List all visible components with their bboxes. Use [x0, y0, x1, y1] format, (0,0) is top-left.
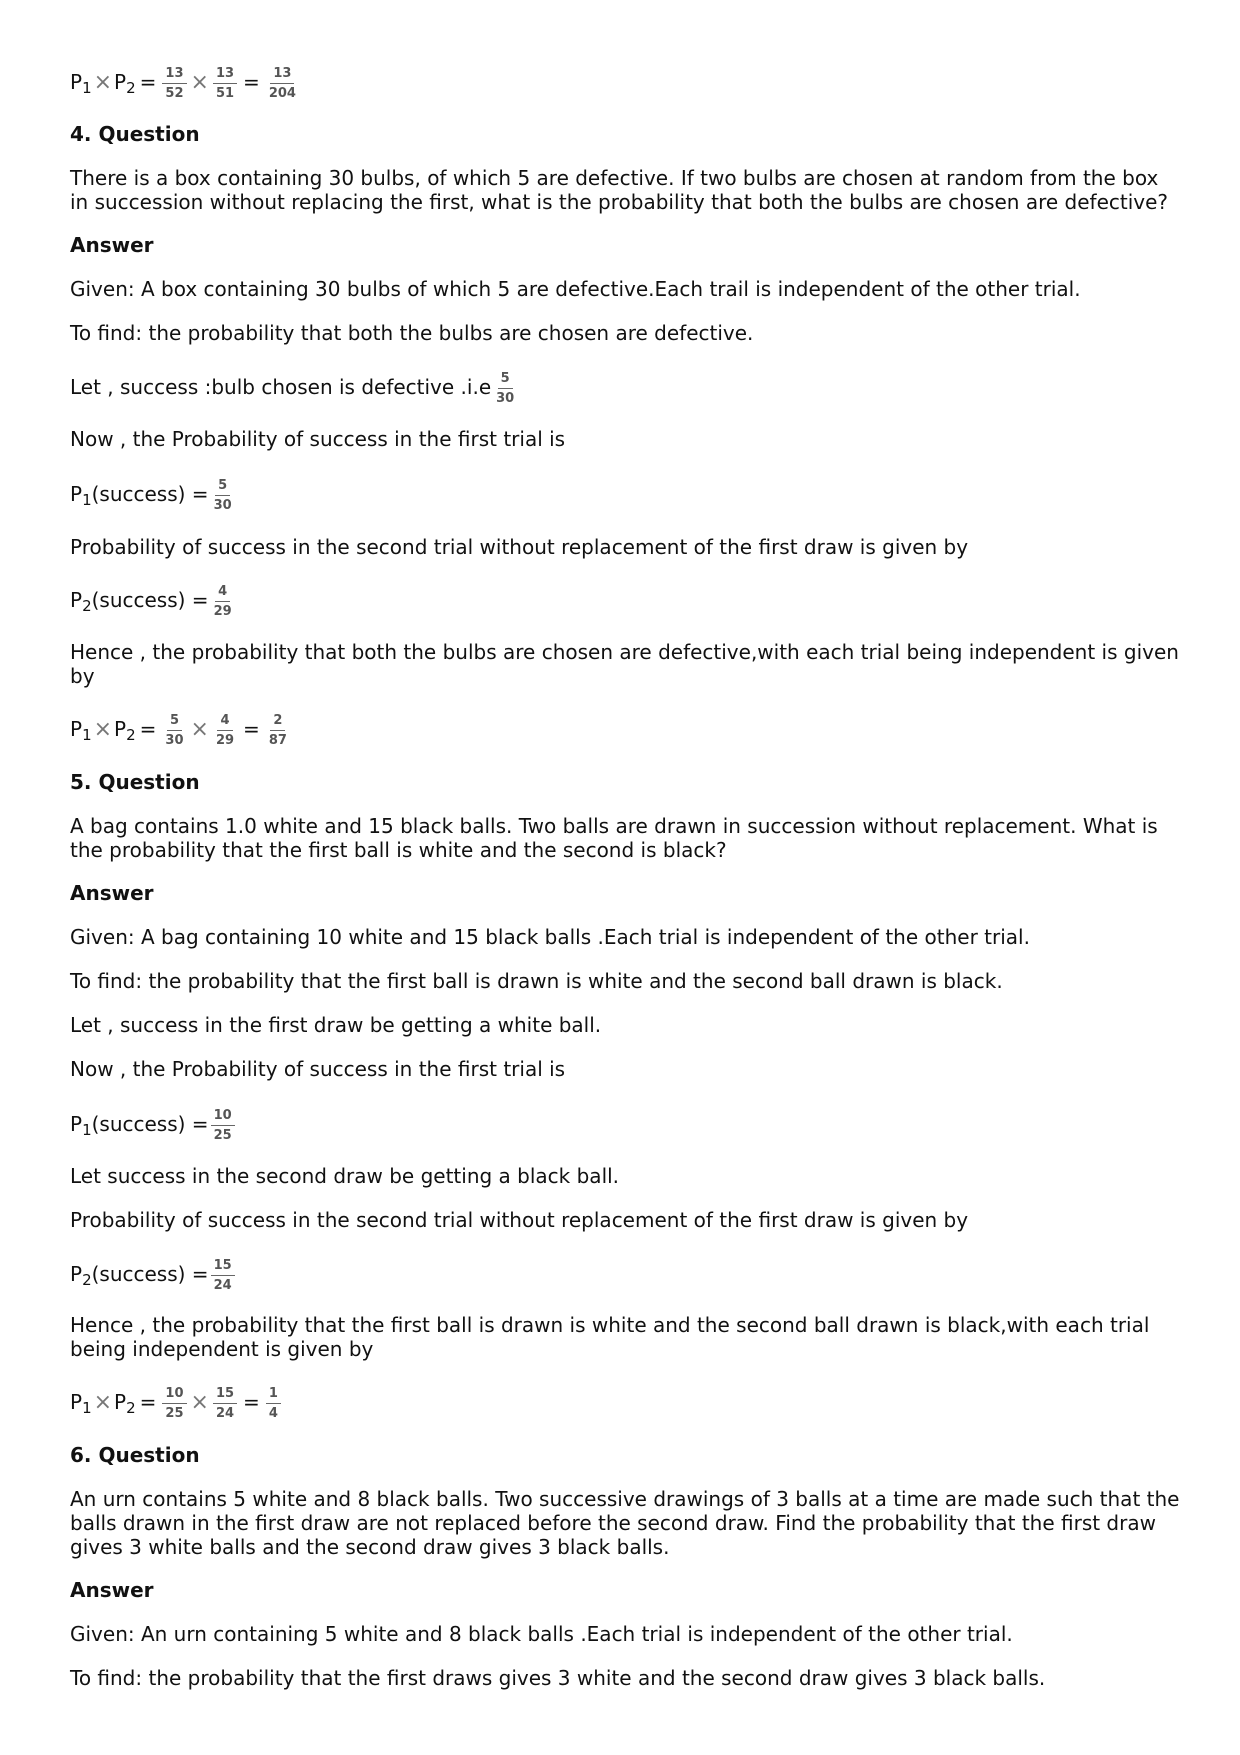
fraction: $\frac{13}{204}$ — [268, 66, 296, 101]
to-find-text: To find: the probability that the first ball is drawn is white and the second ball drawn is black. — [70, 969, 1003, 993]
to-find-text: To find: the probability that both the bulbs are chosen are defective. — [70, 321, 754, 345]
answer-heading: Answer — [70, 881, 154, 905]
fraction: $\frac{4}{29}$ — [215, 713, 235, 748]
fraction: $\frac{10}{25}$ — [211, 1108, 235, 1143]
q3-product-formula: $P_1\times P_2$ = $\frac{13}{52}$ × $\frac{13}{51}$ = $\frac{13}{204}$ — [70, 66, 301, 101]
fraction: $\frac{4}{29}$ — [213, 584, 232, 619]
answer-heading: Answer — [70, 233, 154, 257]
second-trial-text: Probability of success in the second trial without replacement of the first draw is given by — [70, 535, 969, 559]
fraction: $\frac{1}{4}$ — [266, 1386, 281, 1421]
fraction: $\frac{5}{30}$ — [165, 713, 184, 748]
fraction: $\frac{5}{30}$ — [213, 478, 232, 513]
product-formula: $P_1\times P_2$ = $\frac{5}{30}$ × $\frac{4}{29}$ = $\frac{2}{87}$ — [70, 713, 292, 748]
question-text: An urn contains 5 white and 8 black balls. Two successive drawings of 3 balls at a time are made such that the balls drawn in the first draw are not replaced before the second draw. Find the probability that the first draw gives 3 white balls and the second draw gives 3 black balls. — [70, 1487, 1180, 1559]
given-text: Given: A box containing 30 bulbs of which 5 are defective.Each trail is independent of the other trial. — [70, 277, 1081, 301]
times-icon: × — [190, 717, 209, 742]
fraction: $\frac{2}{87}$ — [268, 713, 287, 748]
times-icon: × — [190, 70, 209, 95]
times-icon: × — [190, 1390, 209, 1415]
to-find-text: To find: the probability that the first draws gives 3 white and the second draw gives 3 black balls. — [70, 1666, 1046, 1690]
fraction: $\frac{10}{25}$ — [162, 1386, 186, 1421]
fraction: $\frac{13}{52}$ — [162, 66, 186, 101]
answer-heading: Answer — [70, 1578, 154, 1602]
p1-success-formula: $P_1(success)$ = $\frac{5}{30}$ — [70, 478, 237, 513]
fraction: $\frac{13}{51}$ — [213, 66, 237, 101]
let-success-line: Let , success in the first draw be getting a white ball. — [70, 1013, 602, 1037]
fraction: $\frac{5}{30}$ — [496, 371, 515, 406]
given-text: Given: An urn containing 5 white and 8 black balls .Each trial is independent of the other trial. — [70, 1622, 1013, 1646]
hence-text: Hence , the probability that the first ball is drawn is white and the second ball drawn is black,with each trial being independent is given by — [70, 1313, 1150, 1361]
p2-success-formula: $P_2(success)$ = $\frac{15}{24}$ — [70, 1258, 237, 1293]
question-heading: 4. Question — [70, 122, 200, 146]
given-text: Given: A bag containing 10 white and 15 black balls .Each trial is independent of the other trial. — [70, 925, 1030, 949]
question-heading: 5. Question — [70, 770, 200, 794]
first-trial-text: Now , the Probability of success in the first trial is — [70, 427, 566, 451]
question-heading: 6. Question — [70, 1443, 200, 1467]
fraction: $\frac{15}{24}$ — [211, 1258, 235, 1293]
second-trial-text: Probability of success in the second trial without replacement of the first draw is given by — [70, 1208, 969, 1232]
times-icon: × — [93, 1390, 113, 1415]
product-formula: $P_1\times P_2$ = $\frac{10}{25}$ × $\frac{15}{24}$ = $\frac{1}{4}$ — [70, 1386, 283, 1421]
question-text: There is a box containing 30 bulbs, of which 5 are defective. If two bulbs are chosen at random from the box in succession without replacing the first, what is the probability that both the bulbs are chosen are defective? — [70, 166, 1169, 214]
fraction: $\frac{15}{24}$ — [213, 1386, 237, 1421]
times-icon: × — [93, 717, 113, 742]
first-trial-text: Now , the Probability of success in the first trial is — [70, 1057, 566, 1081]
times-icon: × — [93, 70, 113, 95]
p1-success-formula: $P_1(success)$ = $\frac{10}{25}$ — [70, 1108, 237, 1143]
question-text: A bag contains 1.0 white and 15 black balls. Two balls are drawn in succession without replacement. What is the probability that the first ball is white and the second is black? — [70, 814, 1158, 862]
p2-success-formula: $P_2(success)$ = $\frac{4}{29}$ — [70, 584, 237, 619]
hence-text: Hence , the probability that both the bulbs are chosen are defective,with each trial being independent is given by — [70, 640, 1179, 688]
let-success-line-2: Let success in the second draw be getting a black ball. — [70, 1164, 620, 1188]
let-success-line: Let , success :bulb chosen is defective .i.e $\frac{5}{30}$ — [70, 371, 519, 406]
